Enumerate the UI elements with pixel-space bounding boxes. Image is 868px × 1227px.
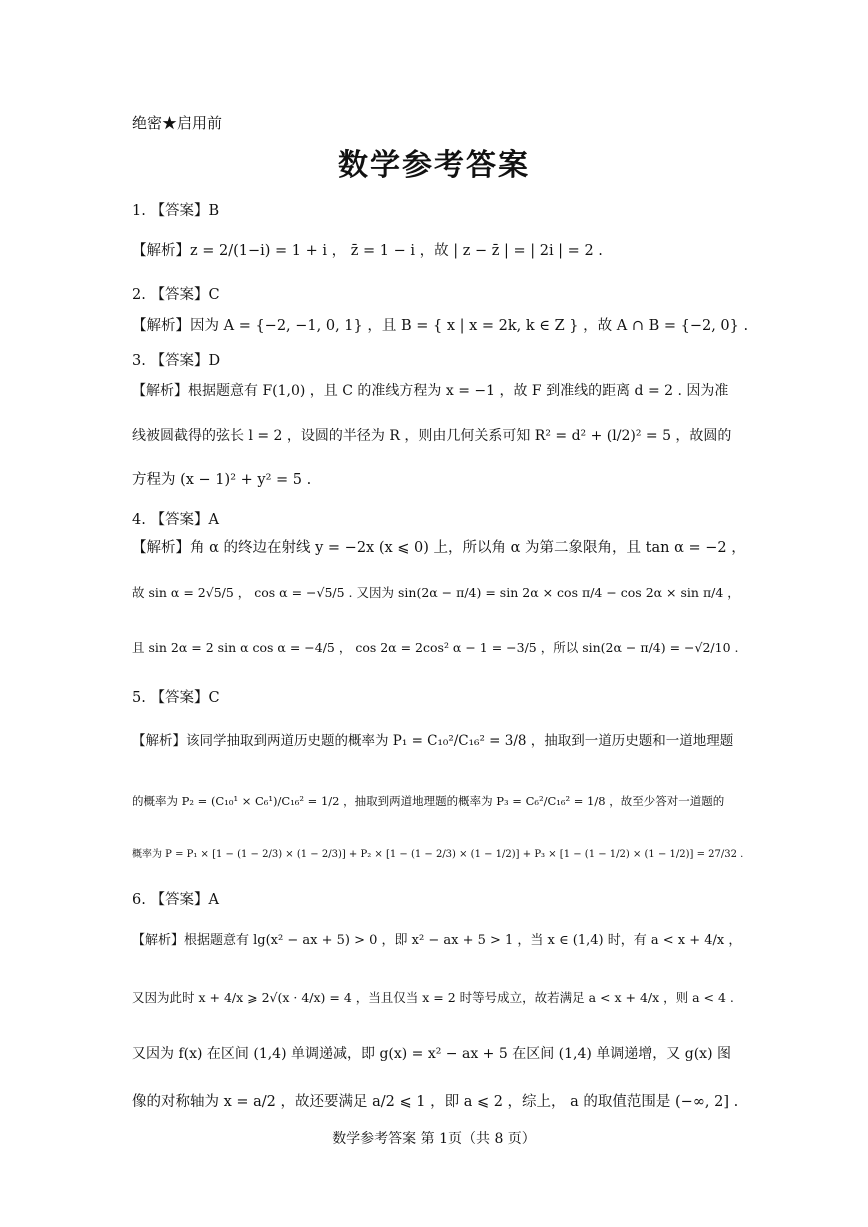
answer-line: 2. 【答案】C — [132, 287, 220, 303]
answer-line: 概率为 P = P₁ × [1 − (1 − 2/3) × (1 − 2/3)] + P₂ × [1 − (1 − 2/3) × (1 − 1/2)] + P₃ × [1 − (1 − 1/2) × (1 − 1/2)] = 27/32 . — [132, 849, 744, 860]
answer-line: 【解析】根据题意有 lg(x² − ax + 5) > 0 ，即 x² − ax + 5 > 1 ，当 x ∈ (1,4) 时，有 a < x + 4/x ， — [132, 933, 742, 948]
answer-line: 又因为 f(x) 在区间 (1,4) 单调递减，即 g(x) = x² − ax + 5 在区间 (1,4) 单调递增，又 g(x) 图 — [132, 1046, 731, 1062]
answer-line: 3. 【答案】D — [132, 353, 221, 369]
answer-line: 线被圆截得的弦长 l = 2 ，设圆的半径为 R ，则由几何关系可知 R² = d² + (l/2)² = 5 ，故圆的 — [132, 428, 732, 444]
page-footer: 数学参考答案 第 1页（共 8 页） — [332, 1131, 536, 1147]
answer-line: 像的对称轴为 x = a/2 ，故还要满足 a/2 ⩽ 1 ，即 a ⩽ 2 ，综上， a 的取值范围是 (−∞, 2] . — [132, 1094, 739, 1110]
answer-line: 【解析】该同学抽取到两道历史题的概率为 P₁ = C₁₀²/C₁₆² = 3/8 ，抽取到一道历史题和一道地理题 — [132, 733, 734, 749]
answer-line: 1. 【答案】B — [132, 203, 220, 219]
answer-line: 【解析】根据题意有 F(1,0) ，且 C 的准线方程为 x = −1 ，故 F 到准线的距离 d = 2 . 因为准 — [132, 383, 729, 399]
confidential-label: 绝密★启用前 — [132, 114, 223, 132]
answer-line: 方程为 (x − 1)² + y² = 5 . — [132, 472, 312, 488]
answer-line: 【解析】角 α 的终边在射线 y = −2x (x ⩽ 0) 上，所以角 α 为第二象限角，且 tan α = −2 ， — [132, 540, 746, 556]
answer-line: 【解析】因为 A = {−2, −1, 0, 1} ，且 B = { x | x = 2k, k ∈ Z } ，故 A ∩ B = {−2, 0} . — [132, 318, 749, 334]
answer-line: 又因为此时 x + 4/x ⩾ 2√(x · 4/x) = 4 ，当且仅当 x = 2 时等号成立，故若满足 a < x + 4/x ，则 a < 4 . — [132, 990, 734, 1005]
answer-line: 故 sin α = 2√5/5 ， cos α = −√5/5 . 又因为 sin(2α − π/4) = sin 2α × cos π/4 − cos 2α × sin π/4 ， — [132, 585, 740, 600]
page-title: 数学参考答案 — [338, 148, 530, 183]
answer-line: 5. 【答案】C — [132, 690, 220, 706]
answer-line: 6. 【答案】A — [132, 892, 219, 908]
answer-line: 且 sin 2α = 2 sin α cos α = −4/5 ， cos 2α = 2cos² α − 1 = −3/5 ，所以 sin(2α − π/4) = −√2/10 . — [132, 640, 739, 655]
answer-line: 的概率为 P₂ = (C₁₀¹ × C₆¹)/C₁₆² = 1/2 ，抽取到两道地理题的概率为 P₃ = C₆²/C₁₆² = 1/8 ，故至少答对一道题的 — [132, 794, 725, 808]
answer-line: 4. 【答案】A — [132, 512, 219, 528]
answer-line: 【解析】z = 2/(1−i) = 1 + i ， z̄ = 1 − i ，故 | z − z̄ | = | 2i | = 2 . — [132, 243, 603, 259]
